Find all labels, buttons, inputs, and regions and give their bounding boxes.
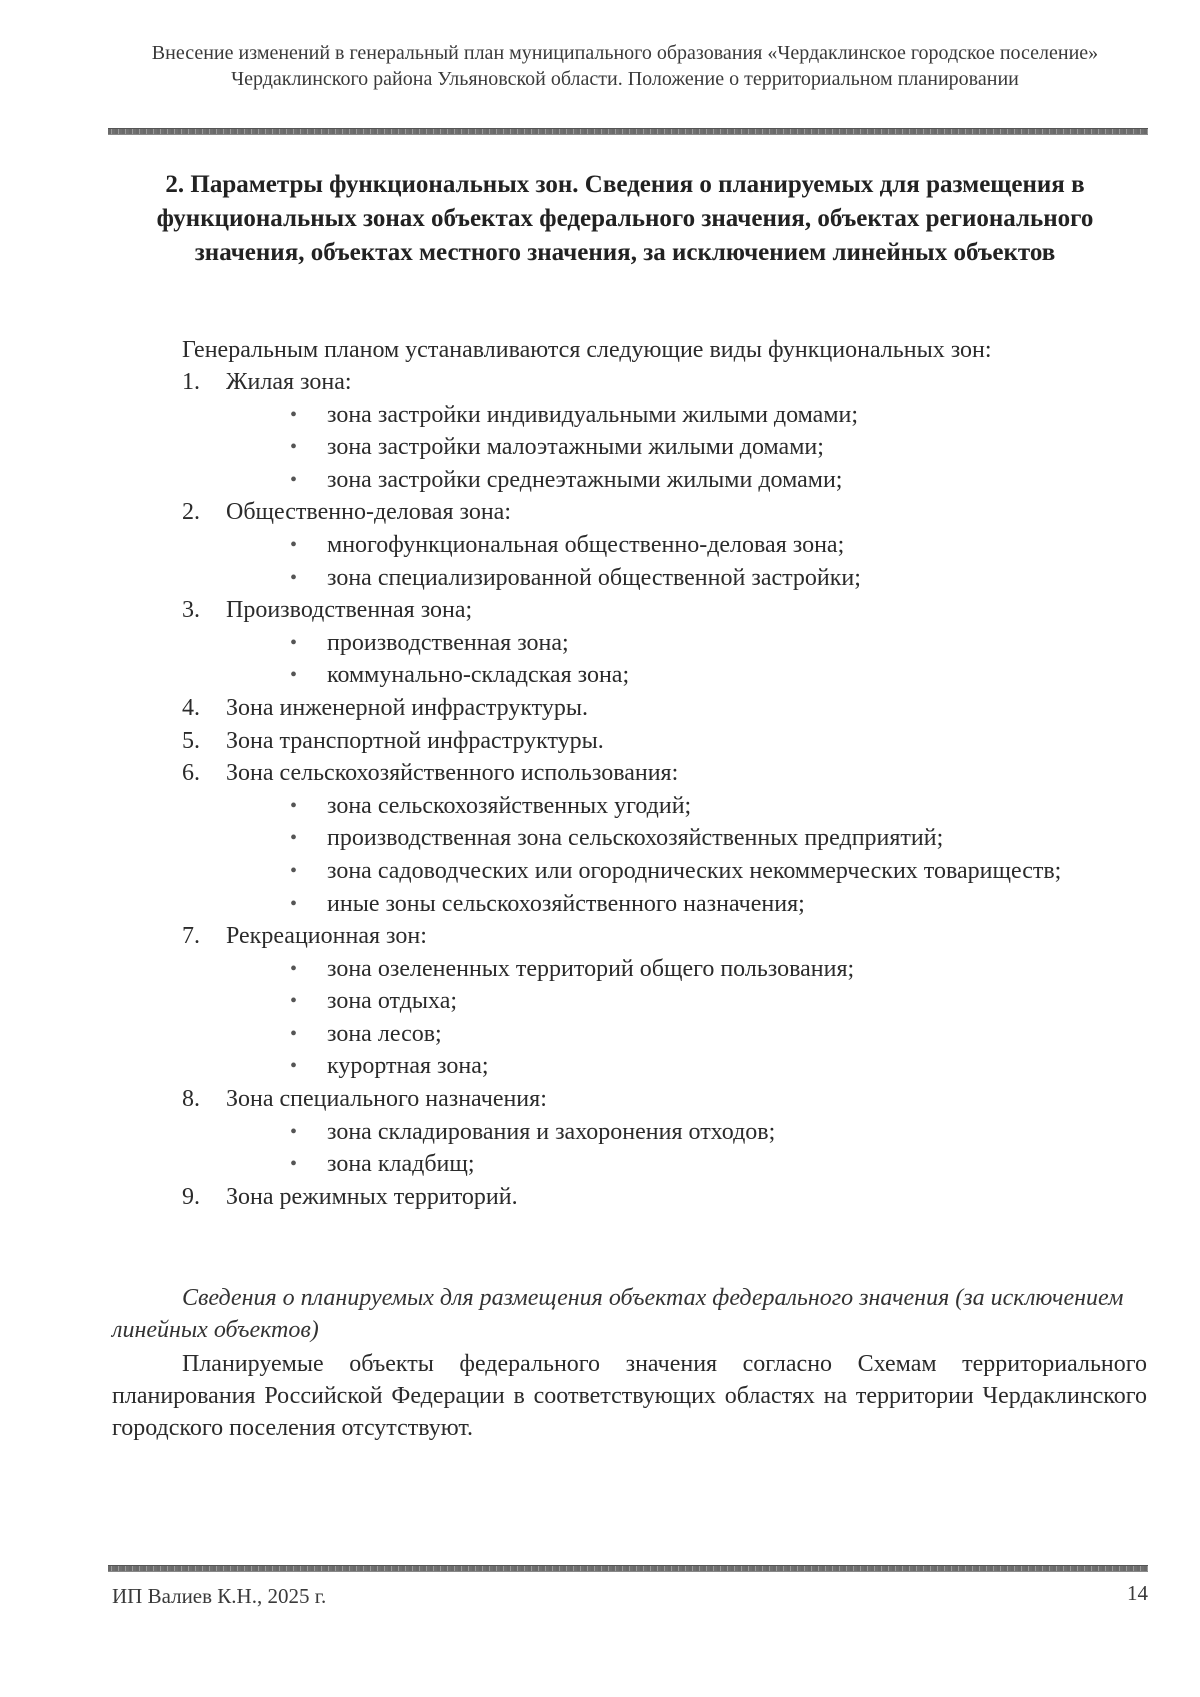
zone-item [0,692,1200,725]
zone-number: 7. [182,923,200,950]
zone-label: Зона транспортной инфраструктуры. [226,727,604,754]
bullet-icon: • [290,1055,298,1078]
zone-item [0,594,1200,627]
subzone-label: зона застройки индивидуальными жилыми домами; [327,401,859,428]
zone-label: Зона инженерной инфраструктуры. [226,694,588,721]
bullet-icon: • [290,1120,298,1143]
bullet-icon: • [290,859,298,882]
bullet-icon: • [290,794,298,817]
bullet-icon: • [290,631,298,654]
zone-label: Рекреационная зон: [226,923,427,950]
zone-number: 1. [182,369,200,395]
subzone-label: зона застройки среднеэтажными жилыми домами; [327,466,843,493]
zone-item [0,1083,1200,1116]
subzone-label: зона складирования и захоронения отходов; [327,1118,776,1145]
subzone-item [0,953,1200,986]
subzone-item [0,562,1200,595]
bullet-icon: • [290,990,298,1013]
subzone-label: иные зоны сельскохозяйственного назначения; [327,890,805,917]
zone-number: 5. [182,727,200,754]
federal-objects-paragraph: Планируемые объекты федерального значения согласно Схемам территориального планирования Российской Федерации в соответствующих областях на территории Чердаклинского городского поселения отсутствуют. [112,1351,1147,1441]
subzone-item [0,1050,1200,1083]
bullet-icon: • [290,1153,298,1176]
bullet-icon: • [290,664,298,687]
bullet-icon: • [290,566,298,589]
subzone-item [0,790,1200,823]
zone-number: 2. [182,499,200,526]
federal-objects-heading: Сведения о планируемых для размещения объектах федерального значения (за исключением линейных объектов) [112,1285,1124,1343]
zone-label: Зона сельскохозяйственного использования: [226,760,679,787]
bullet-icon: • [290,892,298,915]
subzone-label: зона садоводческих или огороднических некоммерческих товариществ; [327,857,1062,884]
bullet-icon: • [290,403,298,426]
zone-label: Общественно-деловая зона: [226,499,511,526]
zone-number: 3. [182,597,200,624]
bullet-icon: • [290,957,298,980]
subzone-item [0,659,1200,692]
zone-label: Зона режимных территорий. [226,1183,518,1210]
subzone-label: зона отдыха; [327,988,458,1015]
subzone-label: зона сельскохозяйственных угодий; [327,792,692,819]
footer-author: ИП Валиев К.Н., 2025 г. [112,1584,327,1608]
zone-label: Производственная зона; [226,597,473,624]
subzone-label: зона застройки малоэтажными жилыми домами; [327,434,824,461]
subzone-item [0,431,1200,464]
subzone-label: зона лесов; [327,1020,442,1047]
zone-item [0,920,1200,953]
page-number: 14 [1127,1581,1148,1605]
subzone-label: производственная зона сельскохозяйственных предприятий; [327,825,944,852]
zone-number: 6. [182,760,200,787]
bullet-icon: • [290,1022,298,1045]
subzone-label: зона кладбищ; [327,1151,475,1178]
subzone-item [0,464,1200,497]
subzone-item [0,1018,1200,1051]
zone-item [0,1181,1200,1214]
zone-list [0,366,1200,1213]
subzone-item [0,399,1200,432]
bullet-icon: • [290,533,298,556]
bullet-icon: • [290,827,298,850]
bullet-icon: • [290,468,298,491]
zone-number: 8. [182,1086,200,1113]
subzone-item [0,529,1200,562]
subzone-item [0,855,1200,888]
subzone-item [0,985,1200,1018]
footer-divider [108,1565,1148,1572]
subzone-label: производственная зона; [327,629,569,656]
zone-label: Зона специального назначения: [226,1086,547,1113]
subzone-item [0,888,1200,921]
subzone-item [0,1148,1200,1181]
zone-item [0,366,1200,399]
header-divider [108,128,1148,135]
zone-item [0,496,1200,529]
zone-item [0,725,1200,758]
bullet-icon: • [290,436,298,459]
zone-item [0,757,1200,790]
zone-number: 9. [182,1183,200,1210]
subzone-label: коммунально-складская зона; [327,662,630,689]
subzone-item [0,627,1200,660]
subzone-item [0,1116,1200,1149]
subzone-label: курортная зона; [327,1053,489,1080]
zone-number: 4. [182,694,200,721]
subzone-label: многофункциональная общественно-деловая зона; [327,531,845,558]
subzone-label: зона специализированной общественной застройки; [327,564,861,591]
subzone-item [0,822,1200,855]
subzone-label: зона озелененных территорий общего пользования; [327,955,855,982]
running-header: Внесение изменений в генеральный план муниципального образования «Чердаклинское городское поселение» Чердаклинского района Ульяновской области. Положение о территориальном планировании [151,42,1099,90]
intro-paragraph: Генеральным планом устанавливаются следующие виды функциональных зон: [182,337,992,363]
zone-label: Жилая зона: [226,369,352,395]
section-title: 2. Параметры функциональных зон. Сведения о планируемых для размещения в функциональных зонах объектах федерального значения, объектах регионального значения, объектах местного значения, за исключением линейных объектов [156,171,1094,266]
